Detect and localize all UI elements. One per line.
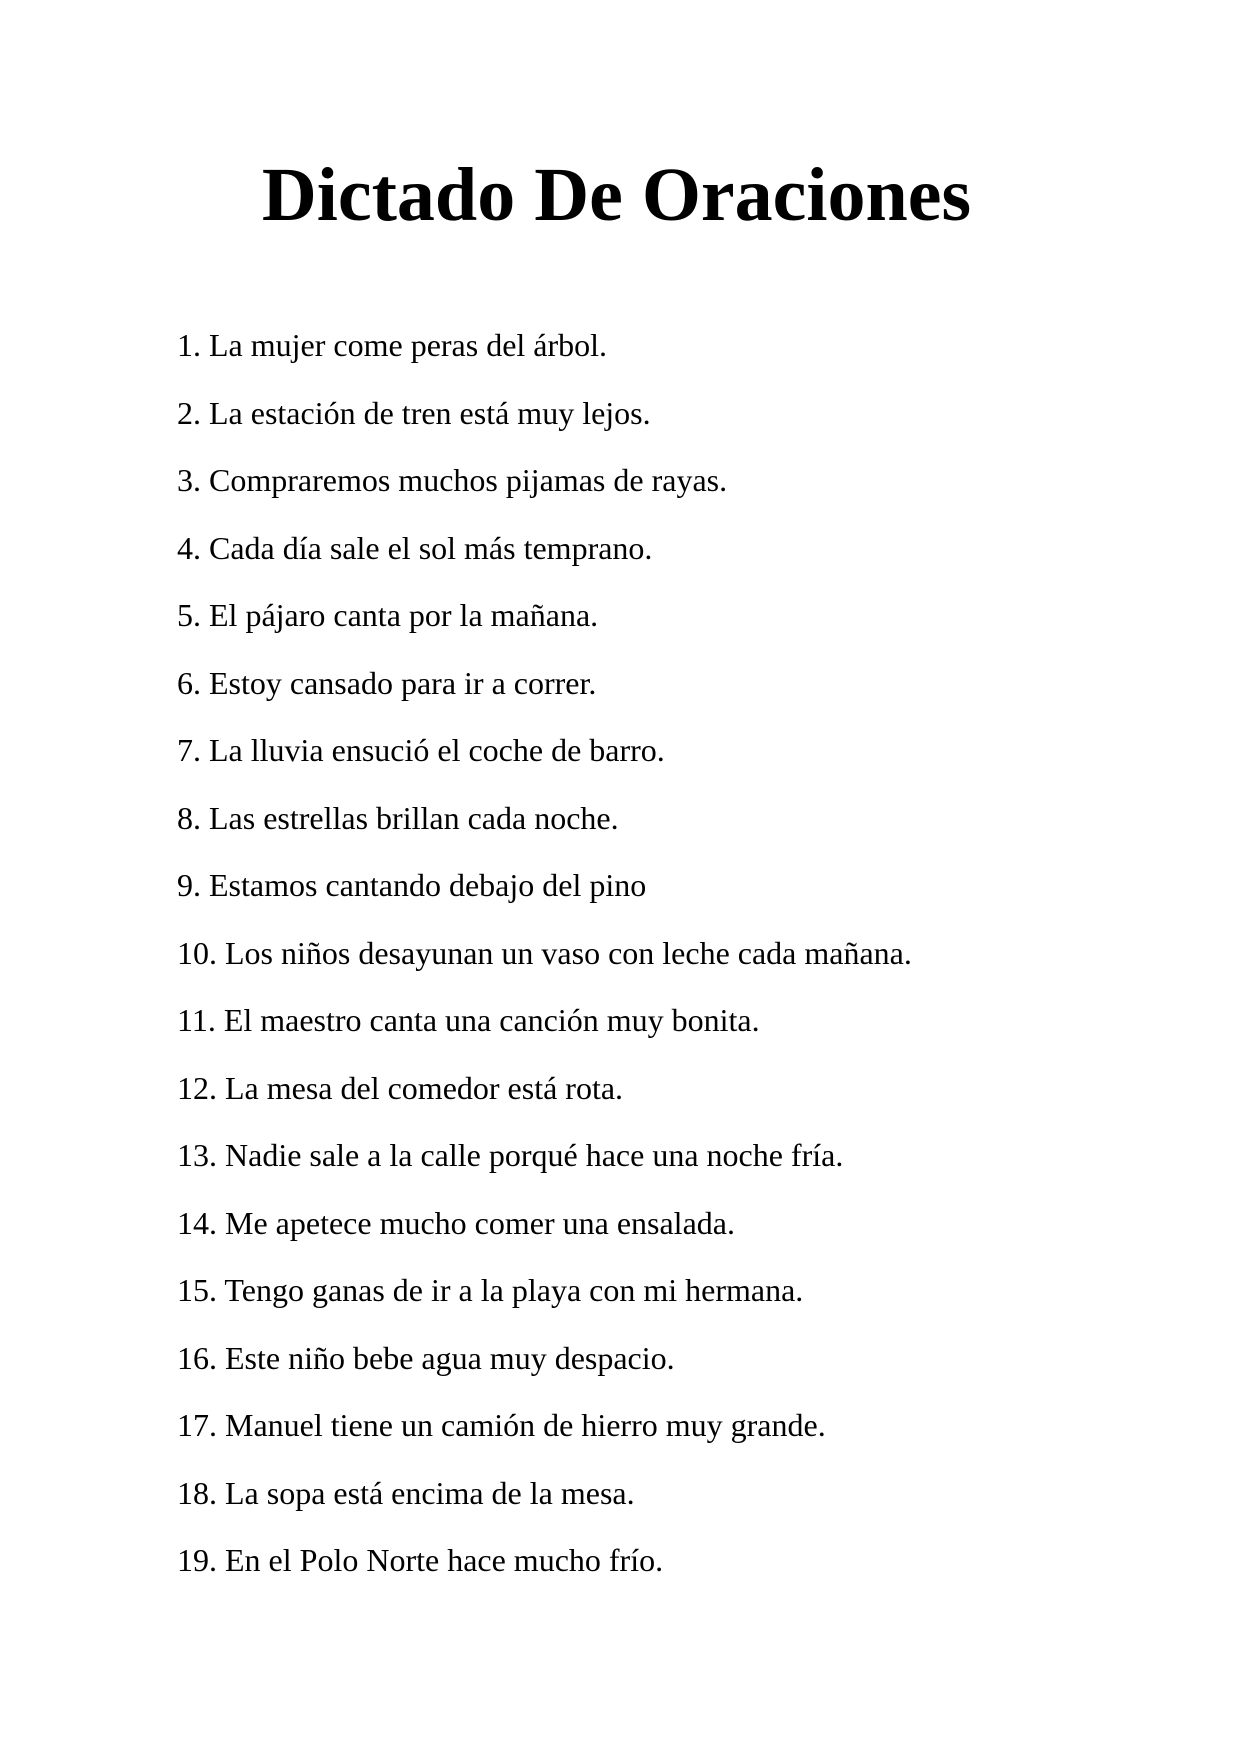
- sentence-14: 14. Me apetece mucho comer una ensalada.: [177, 1204, 735, 1241]
- sentence-5: 5. El pájaro canta por la mañana.: [177, 597, 599, 633]
- sentence-13: 13. Nadie sale a la calle porqué hace una noche fría.: [177, 1137, 844, 1173]
- sentence-3: 3. Compraremos muchos pijamas de rayas.: [177, 462, 728, 498]
- sentence-12: 12. La mesa del comedor está rota.: [177, 1069, 624, 1106]
- sentence-1: 1. La mujer come peras del árbol.: [177, 327, 608, 363]
- page-title: Dictado De Oraciones: [261, 153, 972, 237]
- sentence-7: 7. La lluvia ensució el coche de barro.: [177, 732, 665, 768]
- sentence-11: 11. El maestro canta una canción muy bonita.: [177, 1002, 760, 1038]
- sentence-18: 18. La sopa está encima de la mesa.: [177, 1474, 635, 1511]
- sentence-16: 16. Este niño bebe agua muy despacio.: [177, 1339, 675, 1376]
- sentence-15: 15. Tengo ganas de ir a la playa con mi hermana.: [177, 1272, 804, 1308]
- sentence-9: 9. Estamos cantando debajo del pino: [177, 867, 647, 903]
- sentence-8: 8. Las estrellas brillan cada noche.: [177, 799, 619, 836]
- sentence-17: 17. Manuel tiene un camión de hierro muy grande.: [177, 1407, 826, 1443]
- sentence-19: 19. En el Polo Norte hace mucho frío.: [177, 1542, 664, 1578]
- sentence-10: 10. Los niños desayunan un vaso con leche cada mañana.: [177, 934, 912, 971]
- sentence-list: [177, 325, 912, 1608]
- sentence-6: 6. Estoy cansado para ir a correr.: [177, 664, 597, 701]
- sentence-2: 2. La estación de tren está muy lejos.: [177, 394, 651, 431]
- sentence-4: 4. Cada día sale el sol más temprano.: [177, 529, 653, 566]
